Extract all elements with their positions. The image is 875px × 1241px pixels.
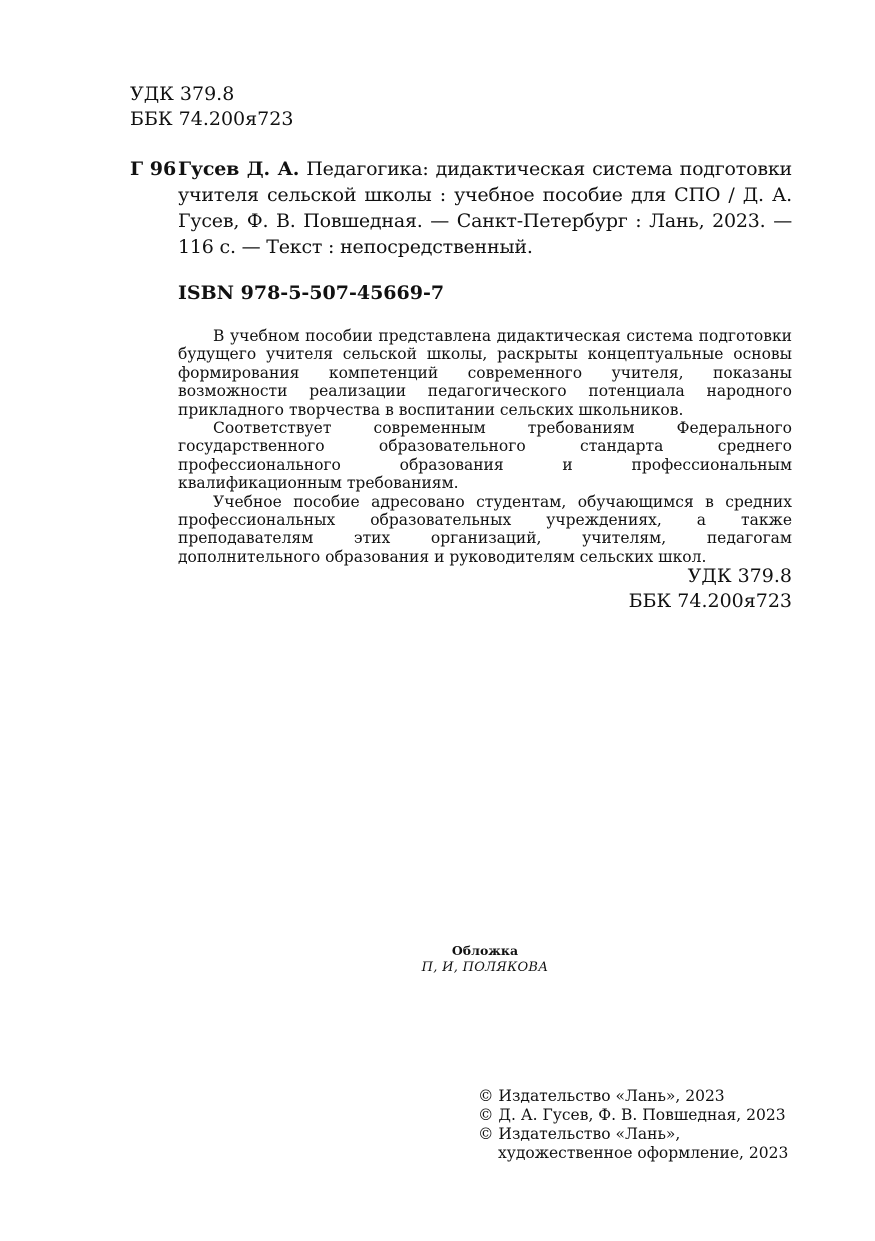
copyright-line: © Издательство «Лань», 2023: [478, 1087, 725, 1105]
isbn: ISBN 978-5-507-45669-7: [178, 282, 445, 304]
cover-artist: П, И, ПОЛЯКОВА: [421, 960, 549, 975]
copyright-block: [478, 1087, 788, 1163]
bbk-code: ББК 74.200я723: [628, 590, 792, 612]
classification-codes-top: [130, 82, 293, 132]
copyright-line: © Д. А. Гусев, Ф. В. Повшедная, 2023: [478, 1106, 786, 1124]
cover-credit: [360, 942, 610, 977]
bibliographic-record: [178, 156, 792, 260]
bibliographic-description: Педагогика: дидактическая система подготовки учителя сельской школы : учебное пособие для СПО / Д. А. Гусев, Ф. В. Повшедная. — Санкт-Петербург : Лань, 2023. — 116 с. — Текст : непосредственный.: [178, 158, 792, 258]
udk-code: УДК 379.8: [687, 565, 792, 587]
author-mark: Г 96: [130, 158, 177, 180]
annotation: [178, 327, 792, 566]
annotation-paragraph: В учебном пособии представлена дидактическая система подготовки будущего учителя сельской школы, раскрыты концептуальные основы формирования компетенций современного учителя, показаны возможности реализации педагогического потенциала народного прикладного творчества в воспитании сельских школьников.: [178, 327, 792, 419]
copyright-line: © Издательство «Лань»,: [478, 1125, 681, 1143]
udk-code: УДК 379.8: [130, 83, 235, 105]
copyright-line: художественное оформление, 2023: [498, 1144, 789, 1162]
cover-label: Обложка: [451, 943, 519, 958]
author-name: Гусев Д. А.: [178, 158, 300, 180]
annotation-paragraph: Соответствует современным требованиям Федерального государственного образовательного стандарта среднего профессионального образования и профессиональным квалификационным требованиям.: [178, 419, 792, 493]
classification-codes-bottom: [560, 564, 792, 614]
annotation-paragraph: Учебное пособие адресовано студентам, обучающимся в средних профессиональных образовательных учреждениях, а также преподавателям этих организаций, учителям, педагогам дополнительного образования и руководителям сельских школ.: [178, 492, 792, 566]
bbk-code: ББК 74.200я723: [130, 108, 294, 130]
